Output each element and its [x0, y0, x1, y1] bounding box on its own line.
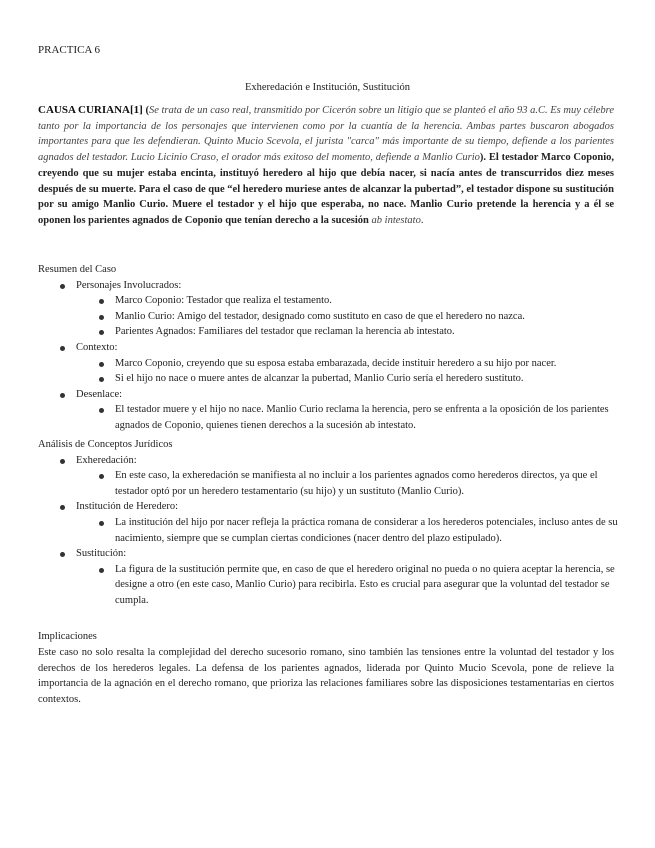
item-text: El testador muere y el hijo no nace. Manlio Curio reclama la herencia, pero se enfrenta a la oposición de los parientes agnados de Coponio, quienes tienen derechos a la sucesión ab intestato.: [115, 404, 609, 431]
list-item: [38, 453, 618, 469]
bullet-icon: [60, 393, 65, 398]
bullet-icon: [99, 474, 104, 479]
bullet-icon: [99, 362, 104, 367]
group-label: Institución de Heredero:: [76, 501, 179, 513]
analysis-section: [38, 437, 618, 609]
analysis-title: Análisis de Conceptos Jurídicos: [38, 439, 173, 450]
bullet-icon: [99, 315, 104, 320]
list-item: [38, 562, 618, 609]
case-paragraph: [38, 103, 614, 229]
list-item: [38, 309, 618, 325]
bullet-icon: [99, 330, 104, 335]
item-text: La institución del hijo por nacer refleja la práctica romana de considerar a los herederos potenciales, incluso antes de su nacimiento, siempre que se cumplan ciertas condiciones (nacer dentro del plazo estipulado).: [115, 516, 618, 544]
bullet-icon: [60, 505, 65, 510]
list-item: [38, 356, 618, 372]
item-text: Parientes Agnados: Familiares del testador que reclaman la herencia ab intestato.: [115, 326, 455, 338]
group-label: Desenlace:: [76, 388, 123, 400]
list-item: [38, 402, 618, 433]
case-italic-end: ab intestato: [368, 214, 421, 226]
list-item: [38, 371, 618, 387]
bullet-icon: [99, 377, 104, 382]
list-item: [38, 387, 618, 403]
case-bold-body: El testador Marco Coponio, creyendo que su mujer estaba encinta, instituyó heredero al hijo que debía nacer, si nacía antes de transcurridos diez meses después de su muerte. Para el caso de que “el heredero muriese antes de alcanzar la pubertad”, el testador dispone su sustitución por su amigo Manlio Curio. Muere el testador y el hijo que esperaba, no nace. Manlio Curio pretende la herencia y a él se oponen los parientes agnados de Coponio que tenían derecho a la sucesión: [38, 152, 614, 226]
case-italic-intro: Se trata de un caso real, transmitido por Cicerón sobre un litigio que se planteó el año 93 a.C. Es muy célebre tanto por la importancia de los personajes que intervienen como por la cuantía de la herencia. Ambas partes buscaron abogados importantes para que les defendieran. Quinto Mucio Scevola, el jurista "carca" más importante de su tiempo, defiende a los parientes agnados del testador. Lucio Licinio Craso, el orador más exitoso del momento, defiende a Manlio Curio: [38, 105, 615, 164]
page-subtitle: Exheredación e Institución, Sustitución: [244, 82, 411, 93]
bullet-icon: [60, 346, 65, 351]
case-period: .: [420, 214, 424, 226]
summary-title: Resumen del Caso: [38, 264, 117, 275]
list-item: [38, 499, 618, 515]
case-open-paren: (: [142, 105, 149, 116]
list-item: [38, 515, 618, 546]
list-item: [38, 324, 618, 340]
bullet-icon: [99, 521, 104, 526]
list-item: [38, 293, 618, 309]
bullet-icon: [99, 568, 104, 573]
list-item: [38, 278, 618, 294]
item-text: La figura de la sustitución permite que, en caso de que el heredero original no pueda o no quiera aceptar la herencia, se designe a otro (en este caso, Manlio Curio) para recibirla. Esto es crucial para asegurar que la voluntad del testador se cumpla.: [115, 563, 615, 606]
bullet-icon: [60, 459, 65, 464]
implications-text: Este caso no solo resalta la complejidad del derecho sucesorio romano, sino también las tensiones entre la voluntad del testador y los derechos de los herederos legales. La defensa de los parientes agnados, liderada por Quinto Mucio Scevola, pone de relieve la importancia de la agnación en el derecho romano, que prioriza las relaciones familiares sobre las disposiciones testamentarias en ciertos contextos.: [38, 647, 614, 705]
bullet-icon: [60, 284, 65, 289]
list-item: [38, 468, 618, 499]
case-title: CAUSA CURIANA[1]: [38, 104, 143, 116]
item-text: Marco Coponio, creyendo que su esposa estaba embarazada, decide instituir heredero a su hijo por nacer.: [115, 357, 557, 369]
group-label: Sustitución:: [76, 548, 127, 560]
group-label: Contexto:: [76, 341, 118, 353]
bullet-icon: [60, 552, 65, 557]
list-item: [38, 546, 618, 562]
list-item: [38, 340, 618, 356]
group-label: Personajes Involucrados:: [76, 279, 182, 291]
implications-title: Implicaciones: [38, 631, 97, 642]
item-text: Marco Coponio: Testador que realiza el testamento.: [115, 295, 332, 307]
bullet-icon: [99, 299, 104, 304]
case-close-paren: ).: [479, 152, 489, 164]
item-text: En este caso, la exheredación se manifiesta al no incluir a los parientes agnados como herederos directos, ya que el testador optó por un heredero testamentario (su hijo) y un sustituto (Manlio Curio).: [115, 470, 598, 497]
summary-section: [38, 262, 618, 434]
group-label: Exheredación:: [76, 454, 137, 466]
item-text: Manlio Curio: Amigo del testador, designado como sustituto en caso de que el heredero no nazca.: [115, 310, 525, 322]
bullet-icon: [99, 408, 104, 413]
page-heading: PRACTICA 6: [38, 44, 101, 56]
item-text: Si el hijo no nace o muere antes de alcanzar la pubertad, Manlio Curio sería el heredero sustituto.: [115, 373, 524, 385]
